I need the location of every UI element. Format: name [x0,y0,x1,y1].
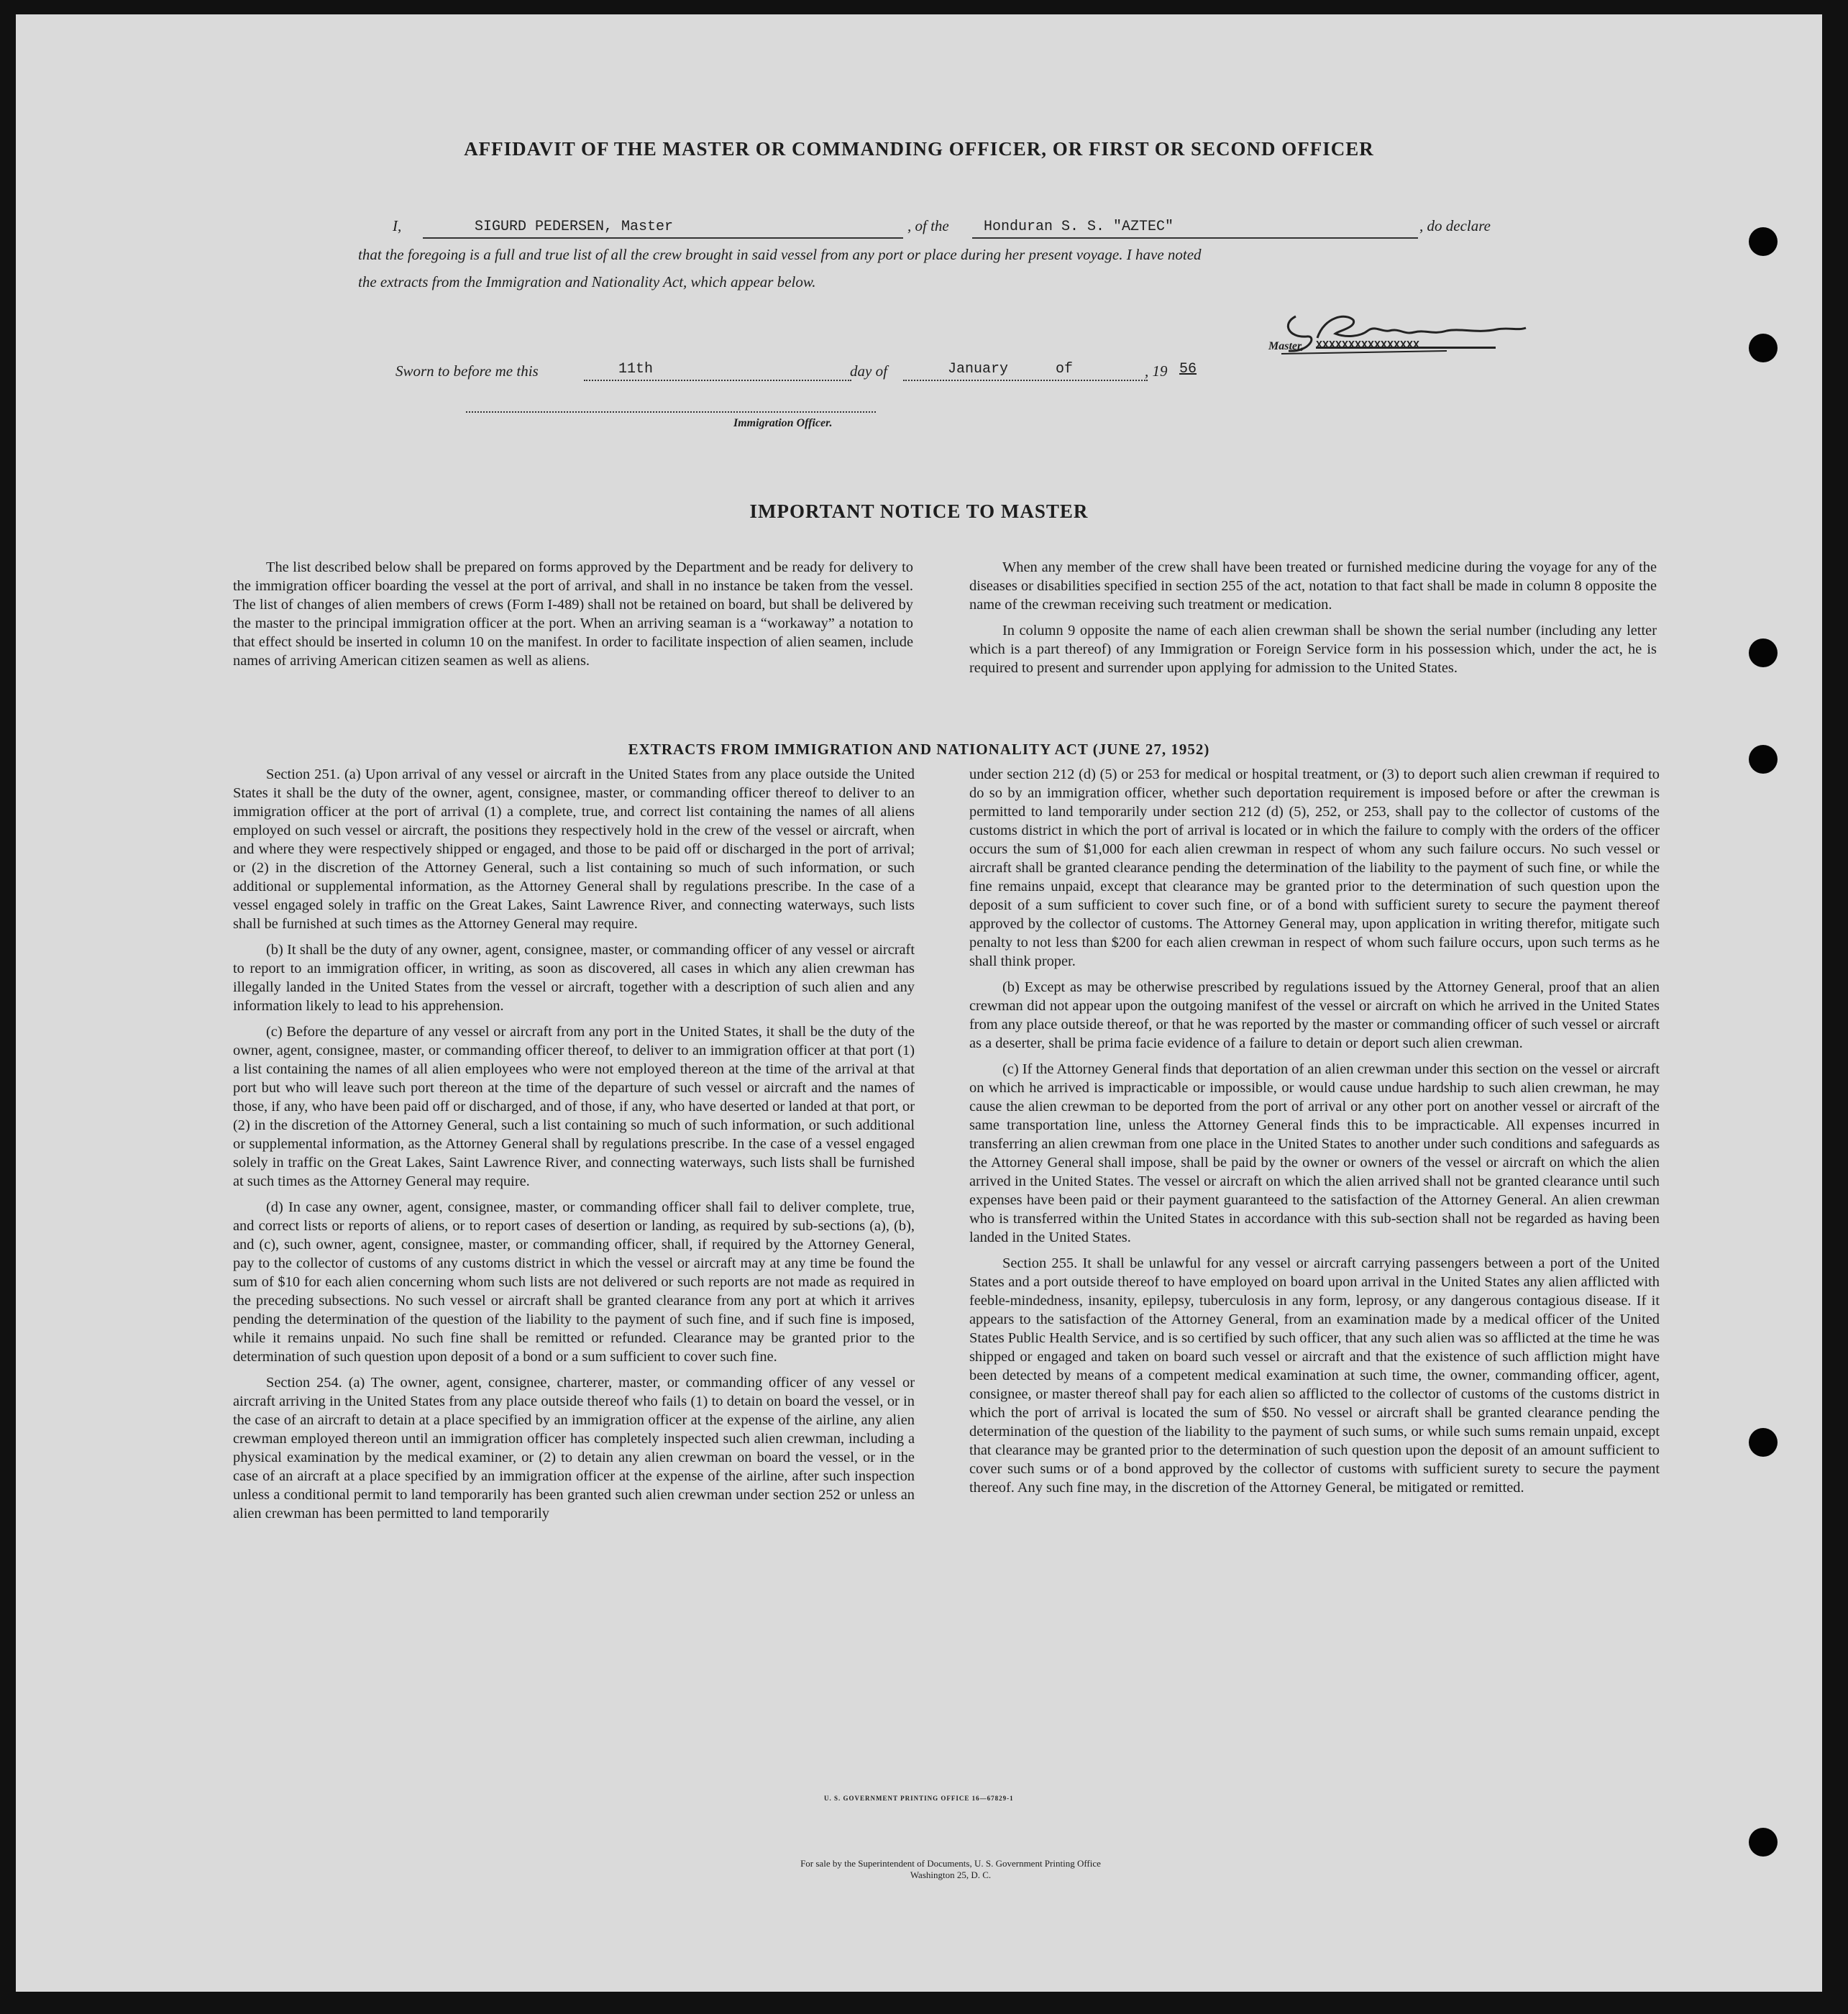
sworn-year: 56 [1179,361,1197,377]
struck-out-title: XXXXXXXXXXXXXXXX [1316,339,1420,352]
officer-signature-line [466,411,876,413]
notice-left-column [233,558,913,670]
punch-hole [1749,638,1778,667]
sworn-label: Sworn to before me this [395,362,539,380]
document-page [16,14,1822,1992]
section-254-a-continued: under section 212 (d) (5) or 253 for medical or hospital treatment, or (3) to deport such alien crewman if required to do so by an immigration officer, whether such deportation requirement is imposed before or after the crewman is permitted to land temporarily under section 212 (d) (5), 252, or 253, shall pay to the collector of customs of the customs district in which the port of arrival is located or in which the failure to comply with the orders of the officer occurs the sum of $1,000 for each alien crewman in respect of whom any such failure occurs. No such vessel or aircraft shall be granted clearance pending the determination of the liability to the payment of such fine, or while the fine remains unpaid, except that clearance may be granted prior to the determination of such question upon the deposit of a sum sufficient to cover such fine, or of a bond with sufficient surety to secure the payment thereof approved by the collector of customs. The Attorney General may, upon application in writing therefor, mitigate such penalty to not less than $200 for each alien crewman in respect of whom such failure occurs, upon such terms as he shall think proper. [969,766,1660,969]
sale-notice-line-1: For sale by the Superintendent of Documents, U. S. Government Printing Office [800,1858,1101,1869]
sworn-of: of [1056,361,1074,377]
declaration-line-3: the extracts from the Immigration and Nationality Act, which appear below. [358,273,816,290]
notice-right-paragraph-1: When any member of the crew shall have been treated or furnished medicine during the voyage for any of the diseases or disabilities specified in section 255 of the act, notation to that fact shall be made in column 8 opposite the name of the crewman receiving such treatment or medication. [969,559,1657,613]
vessel-line [972,219,1418,239]
sale-notice-line-2: Washington 25, D. C. [910,1869,992,1880]
section-254-b: (b) Except as may be otherwise prescribed by regulations issued by the Attorney General, proof that an alien crewman did not appear upon the outgoing manifest of the vessel or aircraft on which he arrived in the United States from any place outside thereof, or that he was reported by the master or commanding officer of such vessel or aircraft as a deserter, shall be prima facie evidence of a failure to detain or deport such alien crewman. [969,979,1660,1051]
notice-right-paragraph-2: In column 9 opposite the name of each alien crewman shall be shown the serial number (including any letter which is a part thereof) of any Immigration or Foreign Service form in his possession which, under the act, he is required to present and surrender upon applying for admission to the United States. [969,623,1657,676]
immigration-officer-label: Immigration Officer. [733,417,833,429]
punch-hole [1749,745,1778,774]
printing-office-note: U. S. GOVERNMENT PRINTING OFFICE 16—67829-1 [824,1795,1014,1802]
punch-hole [1749,334,1778,362]
sale-notice [677,1858,1224,1881]
declaration-i-label: I, [393,217,402,234]
notice-right-column [969,558,1657,677]
sworn-day-line [584,380,851,381]
section-251-d: (d) In case any owner, agent, consignee, master, or commanding officer shall fail to deliver complete, true, and correct lists or reports of aliens, or to report cases of desertion or landing, as required by sub-sections (a), (b), and (c), such owner, agent, consignee, master, or commanding officer, shall, if required by the Attorney General, pay to the collector of customs of any customs district in which the vessel or aircraft may at any time be found the sum of $10 for each alien concerning whom such lists are not delivered or such reports are not made as required in the preceding subsections. No such vessel or aircraft shall be granted clearance from any port at which it arrives pending the determination of the question of the liability to the payment of such fine, and if such fine is imposed, while it remains unpaid. No such fine shall be remitted or refunded. Clearance may be granted prior to the determination of such question upon deposit of a bond or a sum sufficient to cover such fine. [233,1199,915,1365]
notice-title: IMPORTANT NOTICE TO MASTER [749,500,1089,522]
master-title-label: Master, [1268,340,1304,352]
section-251-a: Section 251. (a) Upon arrival of any vessel or aircraft in the United States from any place outside the United States it shall be the duty of the owner, agent, consignee, master, or commanding officer thereof to deliver to an immigration officer at the port of arrival (1) a complete, true, and correct list containing the names of all aliens employed on such vessel or aircraft, the positions they respectively hold in the crew of the vessel or aircraft, when and where they were respectively shipped or engaged, and those to be paid off or discharged in the port of arrival; or (2) in the discretion of the Attorney General, such a list containing so much of such information, or such additional or supplemental information, as the Attorney General shall by regulations prescribe. In the case of a vessel engaged solely in traffic on the Great Lakes, Saint Lawrence River, and connecting waterways, such lists shall be furnished at such times as the Attorney General may require. [233,766,915,932]
section-251-c: (c) Before the departure of any vessel or aircraft from any port in the United States, it shall be the duty of the owner, agent, consignee, master, or commanding officer thereof, to deliver to an immigration officer at that port (1) a list containing the names of all alien employees who were not employed thereon at the time of the arrival at that port but who will leave such port thereon at the time of the departure of such vessel or aircraft and the names of those, if any, who have been paid off or discharged, and of those, if any, who have deserted or landed at that port, or (2) in the discretion of the Attorney General, such a list containing so much of such information, or such additional or supplemental information, as the Attorney General shall by regulations prescribe. In the case of a vessel engaged solely in traffic on the Great Lakes, Saint Lawrence River, and connecting waterways, such lists shall be furnished at such times as the Attorney General may require. [233,1024,915,1189]
of-the-label: , of the [907,217,949,234]
do-declare-label: , do declare [1419,217,1491,234]
sworn-month-line [903,380,1148,381]
affidavit-title: AFFIDAVIT OF THE MASTER OR COMMANDING OFFICER, OR FIRST OR SECOND OFFICER [464,138,1374,160]
notice-left-paragraph: The list described below shall be prepared on forms approved by the Department and be ready for delivery to the immigration officer boarding the vessel at the port of arrival, and shall in no instance be taken from the vessel. The list of changes of alien members of crews (Form I-489) shall not be retained on board, but shall be delivered by the master to the principal immigration officer at the port. When an arriving seaman is a “workaway” a notation to that effect should be inserted in column 10 on the manifest. In order to facilitate inspection of alien seamen, include names of arriving American citizen seamen as well as aliens. [233,559,913,669]
master-name-line [423,219,903,239]
extracts-title: EXTRACTS FROM IMMIGRATION AND NATIONALITY ACT (JUNE 27, 1952) [628,741,1210,758]
section-251-b: (b) It shall be the duty of any owner, agent, consignee, master, or commanding officer of any vessel or aircraft to report to an immigration officer, in writing, as soon as discovered, all cases in which any alien crewman has illegally landed in the United States from the vessel or aircraft, together with a description of such alien and any information likely to lead to his apprehension. [233,942,915,1014]
extracts-left-column [233,765,915,1523]
extracts-right-column [969,765,1660,1497]
section-255: Section 255. It shall be unlawful for any vessel or aircraft carrying passengers between a port of the United States and a port outside thereof to have employed on board upon arrival in the United States any alien afflicted with feeble-mindedness, insanity, epilepsy, tuberculosis in any form, leprosy, or any dangerous contagious disease. If it appears to the satisfaction of the Attorney General, from an examination made by a medical officer of the United States Public Health Service, and is so certified by such officer, that any such alien was so afflicted at the time he was shipped or engaged and taken on board such vessel or aircraft and that the existence of such affliction might have been detected by means of a competent medical examination at such time, the owner, commanding officer, agent, consignee, or master thereof shall pay for each alien so afflicted to the collector of customs of the customs district in which the port of arrival is located the sum of $50. No vessel or aircraft shall be granted clearance pending the determination of the question of the liability to the payment of such sums, or while such sums remain unpaid, except that clearance may be granted prior to the determination of such question upon the deposit of an amount sufficient to cover such sums or of a bond approved by the collector of customs with sufficient surety to secure the payment thereof. Any such fine may, in the discretion of the Attorney General, be mitigated or remitted. [969,1255,1660,1496]
section-254-a: Section 254. (a) The owner, agent, consignee, charterer, master, or commanding officer of any vessel or aircraft arriving in the United States from any place outside thereof who fails (1) to detain on board the vessel, or in the case of an aircraft to detain at a place specified by an immigration officer at the expense of the airline, any alien crewman employed thereon until an immigration officer has completely inspected such alien crewman, including a physical examination by the medical examiner, or (2) to detain any alien crewman on board the vessel, or in the case of an aircraft at a place specified by an immigration officer at the expense of the airline, after such inspection unless a conditional permit to land temporarily has been granted such alien crewman under section 252 or unless an alien crewman has been permitted to land temporarily [233,1375,915,1521]
day-of-label: day of [850,362,887,380]
punch-hole [1749,227,1778,256]
vessel-name: Honduran S. S. "AZTEC" [984,219,1174,235]
year-prefix: , 19 [1145,362,1168,380]
punch-hole [1749,1428,1778,1457]
strike-line [1316,347,1496,349]
section-254-c: (c) If the Attorney General finds that deportation of an alien crewman under this section on the vessel or aircraft on which he arrived is impracticable or impossible, or would cause undue hardship to such alien crewman, he may cause the alien crewman to be deported from the port of arrival or any other port on another vessel or aircraft of the same transportation line, unless the Attorney General finds this to be impracticable. All expenses incurred in transferring an alien crewman from one place in the United States to another under such conditions and safeguards as the Attorney General shall impose, shall be paid by the owner or owners of the vessel or aircraft on which the alien arrived in the United States. The vessel or aircraft on which the alien arrived shall not be granted clearance until such expenses have been paid or their payment guaranteed to the satisfaction of the Attorney General. An alien crewman who is transferred within the United States in accordance with this sub-section shall not be regarded as having been landed in the United States. [969,1061,1660,1245]
declaration-line-2: that the foregoing is a full and true list of all the crew brought in said vessel from any port or place during her present voyage. I have noted [358,246,1202,263]
master-signature [1267,309,1540,362]
punch-hole [1749,1828,1778,1857]
master-name: SIGURD PEDERSEN, Master [475,219,674,235]
sworn-day: 11th [618,361,654,377]
sworn-month: January [948,361,1009,377]
